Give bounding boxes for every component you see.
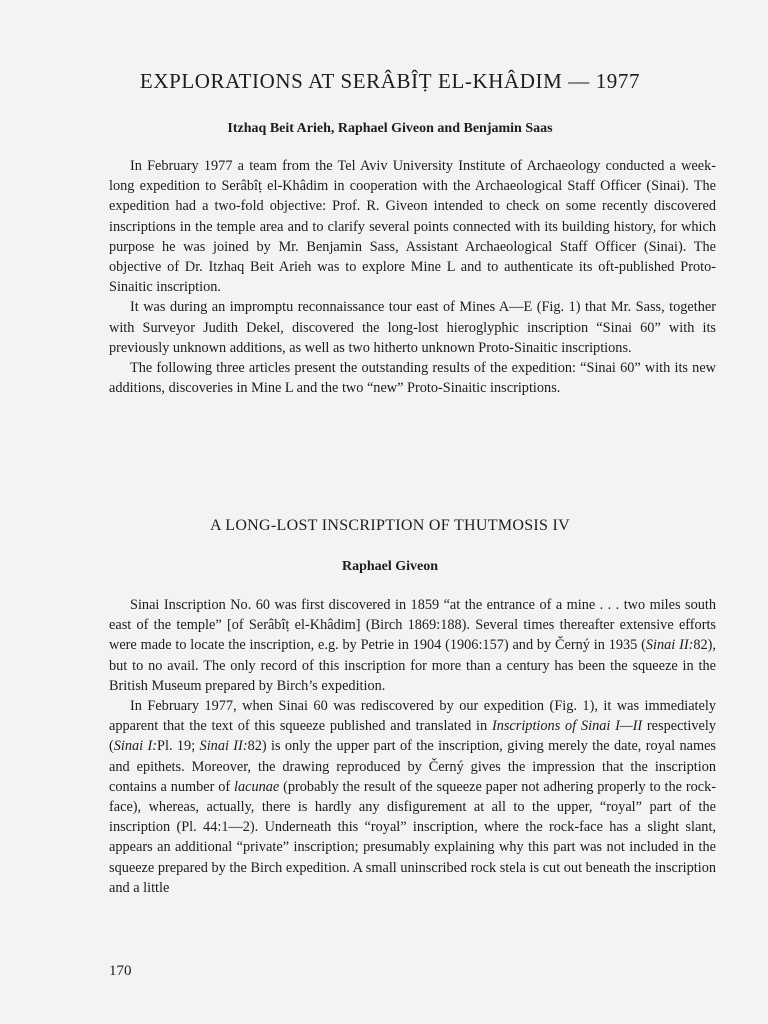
text-run: Pl. 19; <box>157 738 200 755</box>
section-author: Raphael Giveon <box>341 559 439 574</box>
italic-reference: Sinai II: <box>645 637 694 654</box>
article-authors: Itzhaq Beit Arieh, Raphael Giveon and Benjamin Saas <box>227 121 553 136</box>
section-title: A LONG-LOST INSCRIPTION OF THUTMOSIS IV <box>209 517 571 534</box>
text-run: 82), but to no avail. The only record of this inscription for more than a century has been the squeeze in the British Museum prepared by Birch’s expedition. <box>109 637 716 694</box>
intro-paragraph-2: It was during an impromptu reconnaissance tour east of Mines A—E (Fig. 1) that Mr. Sass, together with Surveyor Judith Dekel, discovered the long-lost hieroglyphic inscription “Sinai 60” with its previously unknown additions, as well as two hitherto unknown Proto-Sinaitic inscriptions. <box>109 299 716 356</box>
intro-paragraph-1: In February 1977 a team from the Tel Aviv University Institute of Archaeology conducted a week-long expedition to Serâbîṭ el-Khâdim in cooperation with the Archaeological Staff Officer (Sinai). The expedition had a two-fold objective: Prof. R. Giveon intended to check on some recently discovered inscriptions in the temple area and to clarify several points connected with its building history, for which purpose he was joined by Mr. Benjamin Sass, Assistant Archaeological Staff Officer (Sinai). The objective of Dr. Itzhaq Beit Arieh was to explore Mine L and to authenticate its oft-published Proto-Sinaitic inscription. <box>109 158 716 296</box>
text-run: 82) is only the upper part of the inscription, giving merely the date, royal names and epithets. Moreover, the drawing reproduced by Černý gives the impression that the inscription contains a number of <box>109 738 716 795</box>
article-paragraph-1 <box>109 595 716 696</box>
italic-reference: Sinai I: <box>113 738 158 755</box>
italic-reference: Sinai II: <box>199 738 248 755</box>
text-run: (probably the result of the squeeze paper not adhering properly to the rock-face), whereas, actually, there is hardly any disfigurement at all to the upper, “royal” part of the inscription (Pl. 44:1—2). Underneath this “royal” inscription, where the rock-face has a slight slant, appears an additional “private” inscription; presumably explaining why this part was not included in the squeeze prepared by the Birch expedition. A small uninscribed rock stela is cut out beneath the inscription and a little <box>109 778 716 896</box>
italic-reference: Inscriptions of Sinai I—II <box>491 718 643 735</box>
page-number: 170 <box>109 963 132 979</box>
article-text <box>109 595 716 898</box>
intro-text <box>109 156 716 398</box>
text-run: Sinai Inscription No. 60 was first discovered in 1859 “at the entrance of a mine . . . two miles south east of the temple” [of Serâbîṭ el-Khâdim] (Birch 1869:188). Several times thereafter extensive efforts were made to locate the inscription, e.g. by Petrie in 1904 (1906:157) and by Černý in 1935 ( <box>109 597 716 654</box>
text-run: respectively ( <box>109 718 716 755</box>
article-paragraph-2 <box>109 696 716 898</box>
article-title: EXPLORATIONS AT SERÂBÎṬ EL-KHÂDIM — 1977 <box>139 69 641 93</box>
italic-term: lacunae <box>233 778 280 795</box>
text-run: In February 1977, when Sinai 60 was rediscovered by our expedition (Fig. 1), it was immediately apparent that the text of this squeeze published and translated in <box>109 698 716 735</box>
intro-paragraph-3: The following three articles present the outstanding results of the expedition: “Sinai 60” with its new additions, discoveries in Mine L and the two “new” Proto-Sinaitic inscriptions. <box>109 360 716 397</box>
